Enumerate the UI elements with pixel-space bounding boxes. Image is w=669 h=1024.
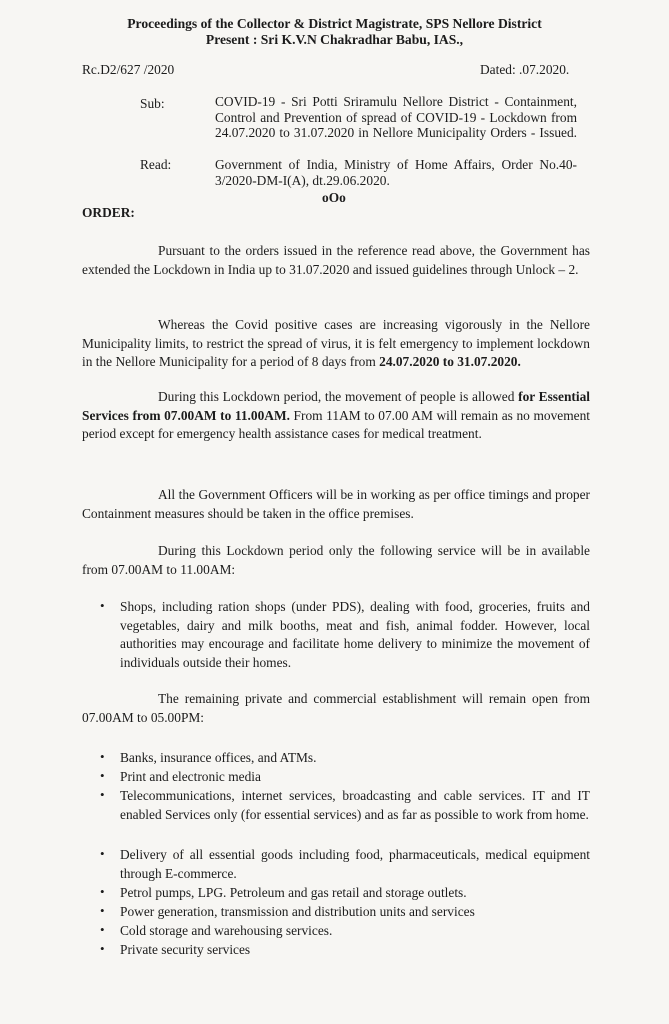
read-label: Read: [140, 157, 172, 172]
list-item: Cold storage and warehousing services. [120, 923, 333, 938]
bullet-glyph: • [100, 749, 105, 764]
bullet-glyph: • [100, 941, 105, 956]
paragraph-movement-rules [82, 388, 590, 444]
movement-rules-intro: During this Lockdown period, the movement of people is allowed [158, 389, 519, 404]
order-heading: ORDER: [82, 205, 135, 220]
list-item: Telecommunications, internet services, broadcasting and cable services. IT and IT enabled Services only (for essential services) and as far as possible to work from home. [120, 788, 590, 822]
list-item: Print and electronic media [120, 769, 261, 784]
essential-services-hours: for Essential Services from 07.00AM to 11.00AM. [82, 389, 590, 423]
paragraph-lockdown-reason-text: Whereas the Covid positive cases are increasing vigorously in the Nellore Municipality limits, to restrict the spread of virus, it is felt emergency to implement lockdown in the Nellore Municipality for a period of 8 days from [82, 317, 590, 370]
bullet-glyph: • [100, 884, 105, 899]
paragraph-gov-extension: Pursuant to the orders issued in the reference read above, the Government has extended the Lockdown in India up to 31.07.2020 and issued guidelines through Unlock – 2. [82, 243, 590, 277]
list-item: Private security services [120, 942, 251, 957]
bullet-glyph: • [100, 768, 105, 783]
list-item: Banks, insurance offices, and ATMs. [120, 750, 317, 765]
paragraph-government-officers: All the Government Officers will be in working as per office timings and proper Containment measures should be taken in the office premises. [82, 487, 590, 521]
paragraph-commercial-intro: The remaining private and commercial establishment will remain open from 07.00AM to 05.00PM: [82, 691, 590, 725]
list-item: Delivery of all essential goods including food, pharmaceuticals, medical equipment through E-commerce. [120, 847, 590, 881]
list-item: Shops, including ration shops (under PDS), dealing with food, groceries, fruits and vegetables, dairy and milk booths, meat and fish, animal fodder. However, local authorities may encourage and facilitate home delivery to minimize the movement of individuals outside their homes. [120, 599, 590, 670]
movement-rules-rest: From 11AM to 07.00 AM will remain as no movement period except for emergency health assistance cases for medical treatment. [82, 407, 590, 442]
present-officer: Present : Sri K.V.N Chakradhar Babu, IAS., [205, 32, 464, 47]
list-item: Power generation, transmission and distribution units and services [120, 904, 475, 919]
subject-label: Sub: [140, 96, 165, 111]
bullet-glyph: • [100, 598, 105, 613]
read-text: Government of India, Ministry of Home Affairs, Order No.40-3/2020-DM-I(A), dt.29.06.2020. [215, 157, 577, 188]
separator-mark: oOo [322, 190, 346, 205]
reference-number: Rc.D2/627 /2020 [82, 62, 175, 77]
bullet-glyph: • [100, 922, 105, 937]
list-item: Petrol pumps, LPG. Petroleum and gas retail and storage outlets. [120, 885, 467, 900]
bullet-glyph: • [100, 846, 105, 861]
lockdown-period-dates: 24.07.2020 to 31.07.2020. [379, 354, 521, 370]
subject-text: COVID-19 - Sri Potti Sriramulu Nellore District - Containment, Control and Prevention of spread of COVID-19 - Lockdown from 24.07.2020 to 31.07.2020 in Nellore Municipality Orders - Issued. [215, 94, 577, 140]
bullet-glyph: • [100, 787, 105, 802]
paragraph-lockdown-reason [82, 316, 590, 372]
paragraph-essential-services-intro: During this Lockdown period only the following service will be in available from 07.00AM to 11.00AM: [82, 543, 590, 577]
bullet-glyph: • [100, 903, 105, 918]
proceedings-title: Proceedings of the Collector & District Magistrate, SPS Nellore District [127, 16, 542, 31]
order-date: Dated: .07.2020. [480, 62, 570, 77]
